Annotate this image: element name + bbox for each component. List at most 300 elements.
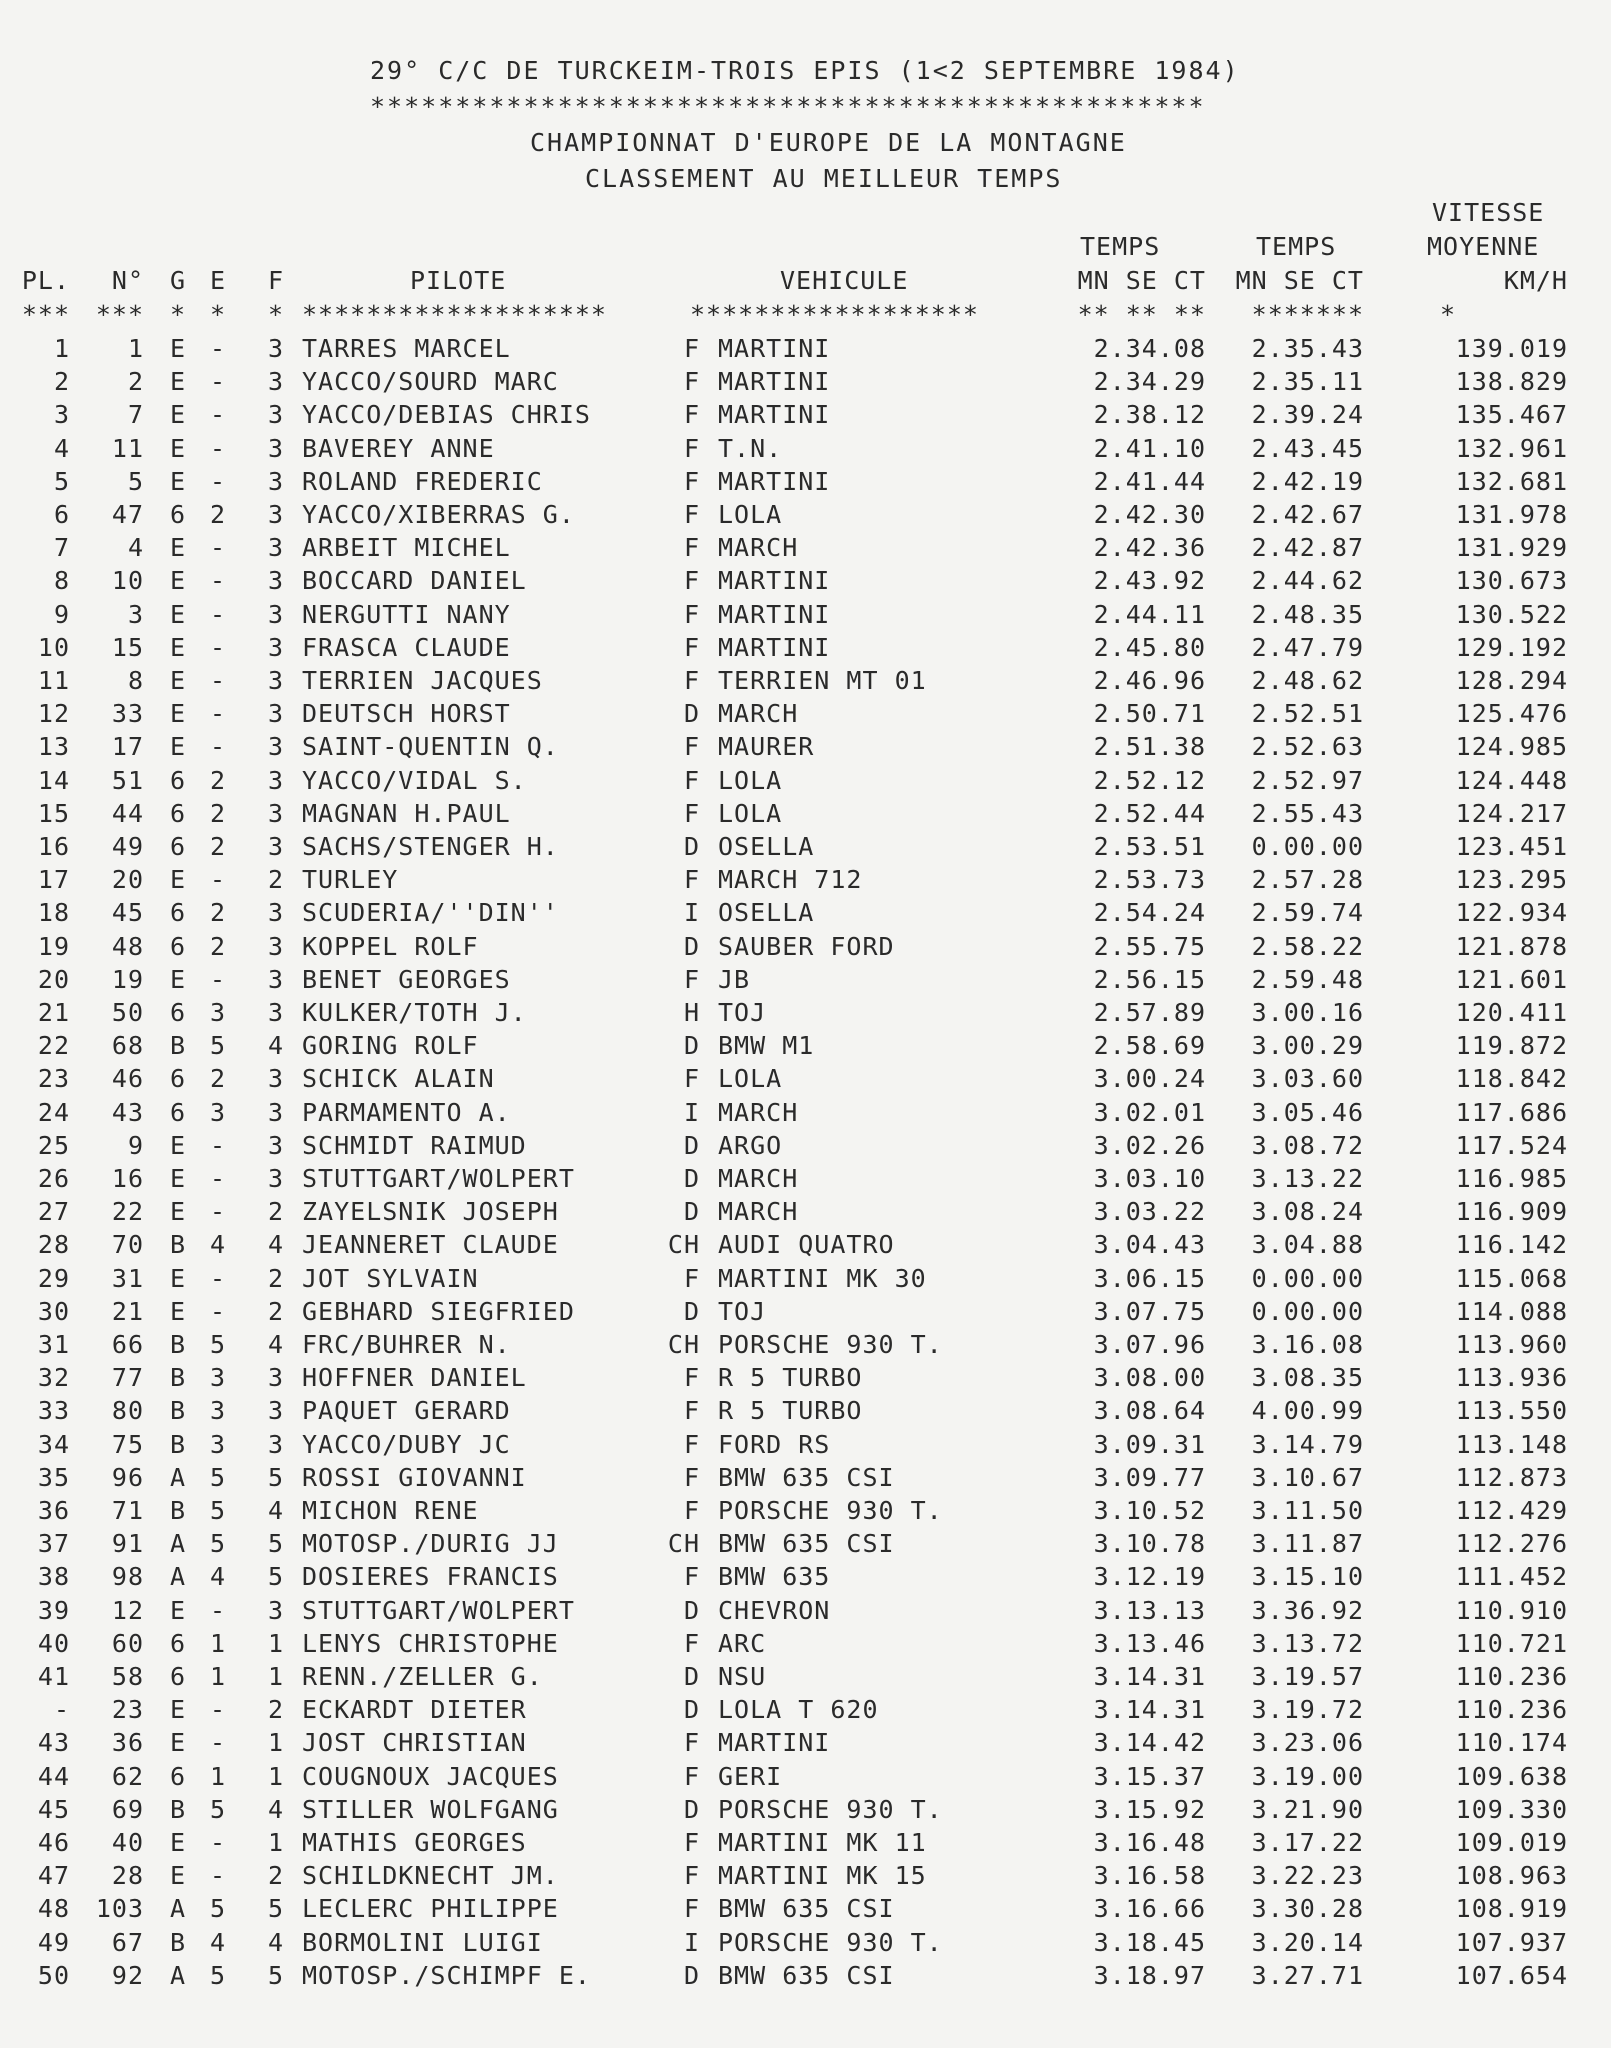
cell-vehicle: MARTINI — [718, 466, 831, 496]
cell-pilot: SCUDERIA/''DIN'' — [302, 898, 559, 928]
cell-average-speed: 129.192 — [1455, 632, 1568, 662]
cell-place: 17 — [37, 865, 70, 895]
cell-average-speed: 132.961 — [1455, 433, 1568, 463]
cell-country: F — [683, 533, 700, 563]
cell-group: B — [170, 1396, 187, 1426]
cell-time-1: 3.03.22 — [1093, 1197, 1206, 1227]
cell-average-speed: 128.294 — [1455, 666, 1568, 695]
cell-country: D — [683, 1794, 700, 1824]
cell-time-1: 3.18.97 — [1093, 1960, 1206, 1990]
cell-group: E — [170, 533, 187, 563]
cell-group: B — [170, 1927, 187, 1957]
cell-group: E — [170, 699, 187, 729]
cell-pilot: GEBHARD SIEGFRIED — [302, 1296, 575, 1326]
cell-vehicle: PORSCHE 930 T. — [718, 1496, 943, 1525]
cell-category: 5 — [268, 1960, 285, 1990]
cell-pilot: MOTOSP./SCHIMPF E. — [302, 1960, 591, 1990]
cell-number: 92 — [111, 1960, 144, 1990]
header-no: N° — [111, 266, 144, 295]
cell-average-speed: 108.963 — [1455, 1861, 1568, 1891]
cell-class: - — [210, 1828, 227, 1857]
cell-number: 60 — [111, 1628, 144, 1658]
cell-category: 4 — [268, 1496, 285, 1525]
cell-vehicle: MARTINI — [718, 367, 831, 397]
cell-place: 30 — [37, 1296, 70, 1326]
cell-group: 6 — [170, 765, 187, 795]
table-row — [0, 1928, 1611, 1961]
cell-time-1: 2.54.24 — [1093, 898, 1206, 928]
cell-place: 29 — [37, 1263, 70, 1293]
cell-vehicle: MARTINI MK 11 — [718, 1828, 927, 1857]
cell-group: E — [170, 1861, 187, 1891]
cell-number: 68 — [111, 1031, 144, 1061]
cell-category: 2 — [268, 1197, 285, 1227]
cell-place: 34 — [37, 1429, 70, 1459]
cell-place: 15 — [37, 798, 70, 828]
cell-number: 51 — [111, 765, 144, 795]
cell-time-2: 2.35.11 — [1251, 367, 1364, 397]
cell-class: 3 — [210, 1396, 227, 1426]
cell-time-1: 3.12.19 — [1093, 1562, 1206, 1592]
cell-category: 3 — [268, 400, 285, 430]
table-row — [0, 965, 1611, 998]
cell-average-speed: 107.937 — [1455, 1927, 1568, 1957]
cell-time-2: 3.11.87 — [1251, 1529, 1364, 1559]
table-row — [0, 1463, 1611, 1496]
classification-subtitle: CLASSEMENT AU MEILLEUR TEMPS — [585, 164, 1063, 193]
cell-category: 1 — [268, 1761, 285, 1791]
cell-pilot: YACCO/VIDAL S. — [302, 765, 527, 795]
cell-number: 21 — [111, 1296, 144, 1326]
cell-number: 69 — [111, 1794, 144, 1824]
cell-time-1: 3.02.01 — [1093, 1097, 1206, 1127]
cell-country: F — [683, 1429, 700, 1459]
cell-class: 1 — [210, 1628, 227, 1658]
cell-class: - — [210, 865, 227, 895]
cell-time-1: 2.42.30 — [1093, 500, 1206, 529]
cell-place: - — [53, 1695, 70, 1725]
cell-pilot: YACCO/SOURD MARC — [302, 367, 559, 397]
cell-number: 75 — [111, 1429, 144, 1459]
stars-g: * — [170, 300, 187, 329]
table-row — [0, 633, 1611, 666]
cell-group: B — [170, 1230, 187, 1260]
cell-pilot: MOTOSP./DURIG JJ — [302, 1529, 559, 1559]
cell-vehicle: MARTINI — [718, 599, 831, 629]
cell-class: - — [210, 1296, 227, 1326]
title-underline-stars: ************************************************* — [370, 92, 1206, 121]
cell-time-1: 3.07.75 — [1093, 1296, 1206, 1326]
cell-country: F — [683, 433, 700, 463]
cell-class: 2 — [210, 898, 227, 928]
cell-category: 1 — [268, 1628, 285, 1658]
cell-time-2: 3.30.28 — [1251, 1894, 1364, 1924]
cell-number: 91 — [111, 1529, 144, 1559]
cell-group: E — [170, 334, 187, 363]
cell-average-speed: 110.236 — [1455, 1695, 1568, 1725]
cell-time-2: 2.47.79 — [1251, 632, 1364, 662]
cell-group: 6 — [170, 500, 187, 529]
cell-country: H — [683, 998, 700, 1027]
header-t2-units: MN SE CT — [1235, 266, 1364, 295]
cell-vehicle: AUDI QUATRO — [718, 1230, 895, 1260]
table-row — [0, 1596, 1611, 1629]
cell-category: 3 — [268, 466, 285, 496]
cell-group: B — [170, 1363, 187, 1393]
cell-number: 8 — [127, 666, 144, 695]
cell-group: E — [170, 400, 187, 430]
cell-time-1: 2.53.51 — [1093, 832, 1206, 861]
cell-vehicle: PORSCHE 930 T. — [718, 1794, 943, 1824]
cell-country: F — [683, 1496, 700, 1525]
cell-average-speed: 124.217 — [1455, 798, 1568, 828]
cell-number: 28 — [111, 1861, 144, 1891]
cell-group: B — [170, 1429, 187, 1459]
table-row — [0, 766, 1611, 799]
cell-place: 25 — [37, 1130, 70, 1160]
cell-group: E — [170, 964, 187, 994]
cell-group: A — [170, 1529, 187, 1559]
cell-group: B — [170, 1794, 187, 1824]
cell-pilot: JEANNERET CLAUDE — [302, 1230, 559, 1260]
cell-time-1: 3.16.48 — [1093, 1828, 1206, 1857]
cell-time-2: 2.52.63 — [1251, 732, 1364, 762]
cell-category: 3 — [268, 666, 285, 695]
header-temps-2: TEMPS — [1256, 232, 1337, 261]
cell-class: - — [210, 666, 227, 695]
cell-average-speed: 123.295 — [1455, 865, 1568, 895]
cell-class: 3 — [210, 1429, 227, 1459]
cell-vehicle: PORSCHE 930 T. — [718, 1330, 943, 1359]
cell-vehicle: MAURER — [718, 732, 815, 762]
table-row — [0, 666, 1611, 699]
cell-country: F — [683, 334, 700, 363]
table-row — [0, 1629, 1611, 1662]
cell-country: F — [683, 1363, 700, 1393]
cell-time-2: 3.20.14 — [1251, 1927, 1364, 1957]
cell-number: 47 — [111, 500, 144, 529]
cell-pilot: DOSIERES FRANCIS — [302, 1562, 559, 1592]
cell-average-speed: 110.721 — [1455, 1628, 1568, 1658]
cell-vehicle: LOLA — [718, 765, 783, 795]
cell-country: F — [683, 1064, 700, 1094]
cell-pilot: FRC/BUHRER N. — [302, 1330, 511, 1359]
table-row — [0, 1562, 1611, 1595]
cell-vehicle: MARCH 712 — [718, 865, 863, 895]
table-row — [0, 434, 1611, 467]
cell-time-2: 3.23.06 — [1251, 1728, 1364, 1758]
cell-group: E — [170, 666, 187, 695]
cell-group: E — [170, 1263, 187, 1293]
cell-time-1: 2.38.12 — [1093, 400, 1206, 430]
cell-class: 5 — [210, 1960, 227, 1990]
cell-vehicle: BMW 635 CSI — [718, 1529, 895, 1559]
cell-place: 7 — [53, 533, 70, 563]
cell-time-1: 2.57.89 — [1093, 998, 1206, 1027]
table-row — [0, 1828, 1611, 1861]
cell-category: 3 — [268, 699, 285, 729]
cell-place: 21 — [37, 998, 70, 1027]
cell-category: 4 — [268, 1927, 285, 1957]
cell-class: - — [210, 1130, 227, 1160]
cell-place: 6 — [53, 500, 70, 529]
cell-average-speed: 130.673 — [1455, 566, 1568, 596]
cell-category: 3 — [268, 1429, 285, 1459]
stars-t1: ** ** ** — [1077, 300, 1206, 329]
cell-time-2: 3.00.16 — [1251, 998, 1364, 1027]
cell-time-2: 3.13.22 — [1251, 1164, 1364, 1193]
cell-country: D — [683, 1595, 700, 1625]
cell-average-speed: 114.088 — [1455, 1296, 1568, 1326]
stars-vehicule: ****************** — [690, 300, 979, 329]
cell-place: 33 — [37, 1396, 70, 1426]
cell-average-speed: 131.978 — [1455, 500, 1568, 529]
cell-time-1: 2.43.92 — [1093, 566, 1206, 596]
cell-class: - — [210, 1861, 227, 1891]
cell-group: E — [170, 1595, 187, 1625]
cell-number: 22 — [111, 1197, 144, 1227]
cell-class: - — [210, 433, 227, 463]
cell-time-1: 2.44.11 — [1093, 599, 1206, 629]
cell-average-speed: 110.910 — [1455, 1595, 1568, 1625]
cell-time-1: 3.09.77 — [1093, 1462, 1206, 1492]
cell-pilot: SCHMIDT RAIMUD — [302, 1130, 527, 1160]
cell-place: 35 — [37, 1462, 70, 1492]
cell-place: 46 — [37, 1828, 70, 1857]
cell-average-speed: 119.872 — [1455, 1031, 1568, 1061]
cell-number: 3 — [127, 599, 144, 629]
cell-number: 46 — [111, 1064, 144, 1094]
cell-group: E — [170, 1828, 187, 1857]
cell-category: 3 — [268, 1130, 285, 1160]
cell-average-speed: 124.985 — [1455, 732, 1568, 762]
cell-time-2: 2.48.35 — [1251, 599, 1364, 629]
cell-category: 3 — [268, 533, 285, 563]
cell-class: 1 — [210, 1761, 227, 1791]
cell-pilot: BOCCARD DANIEL — [302, 566, 527, 596]
cell-vehicle: OSELLA — [718, 898, 815, 928]
table-row — [0, 1695, 1611, 1728]
cell-number: 15 — [111, 632, 144, 662]
cell-time-1: 3.14.31 — [1093, 1695, 1206, 1725]
cell-place: 11 — [37, 666, 70, 695]
cell-number: 50 — [111, 998, 144, 1027]
cell-place: 1 — [53, 334, 70, 363]
cell-time-1: 3.02.26 — [1093, 1130, 1206, 1160]
cell-vehicle: TOJ — [718, 998, 767, 1027]
cell-average-speed: 118.842 — [1455, 1064, 1568, 1094]
cell-vehicle: ARGO — [718, 1130, 783, 1160]
header-pl: PL. — [21, 266, 70, 295]
cell-pilot: ECKARDT DIETER — [302, 1695, 527, 1725]
cell-time-1: 3.10.52 — [1093, 1496, 1206, 1525]
cell-country: F — [683, 1761, 700, 1791]
cell-country: F — [683, 1894, 700, 1924]
cell-time-2: 2.59.48 — [1251, 964, 1364, 994]
cell-time-2: 2.57.28 — [1251, 865, 1364, 895]
cell-vehicle: BMW 635 CSI — [718, 1462, 895, 1492]
cell-class: - — [210, 533, 227, 563]
cell-place: 4 — [53, 433, 70, 463]
cell-average-speed: 130.522 — [1455, 599, 1568, 629]
cell-time-2: 3.16.08 — [1251, 1330, 1364, 1359]
cell-class: - — [210, 1164, 227, 1193]
cell-category: 3 — [268, 931, 285, 961]
cell-place: 23 — [37, 1064, 70, 1094]
cell-class: 2 — [210, 798, 227, 828]
cell-vehicle: GERI — [718, 1761, 783, 1791]
cell-place: 37 — [37, 1529, 70, 1559]
cell-vehicle: PORSCHE 930 T. — [718, 1927, 943, 1957]
cell-category: 3 — [268, 765, 285, 795]
cell-time-1: 2.58.69 — [1093, 1031, 1206, 1061]
table-row — [0, 1430, 1611, 1463]
cell-time-2: 3.10.67 — [1251, 1462, 1364, 1492]
cell-number: 45 — [111, 898, 144, 928]
cell-time-2: 3.13.72 — [1251, 1628, 1364, 1658]
cell-group: B — [170, 1496, 187, 1525]
cell-time-2: 4.00.99 — [1251, 1396, 1364, 1426]
cell-category: 3 — [268, 1396, 285, 1426]
cell-place: 44 — [37, 1761, 70, 1791]
cell-country: D — [683, 1695, 700, 1725]
cell-place: 41 — [37, 1662, 70, 1691]
cell-country: D — [683, 1164, 700, 1193]
cell-country: D — [683, 931, 700, 961]
cell-category: 3 — [268, 1097, 285, 1127]
cell-class: - — [210, 566, 227, 596]
cell-vehicle: MARTINI MK 15 — [718, 1861, 927, 1891]
cell-time-1: 3.13.13 — [1093, 1595, 1206, 1625]
stars-e: * — [210, 300, 227, 329]
cell-vehicle: R 5 TURBO — [718, 1363, 863, 1393]
cell-group: 6 — [170, 1628, 187, 1658]
cell-place: 31 — [37, 1330, 70, 1359]
cell-country: F — [683, 732, 700, 762]
header-moyenne: MOYENNE — [1427, 232, 1540, 261]
cell-class: 2 — [210, 765, 227, 795]
cell-place: 3 — [53, 400, 70, 430]
cell-vehicle: MARCH — [718, 699, 799, 729]
cell-time-1: 3.08.64 — [1093, 1396, 1206, 1426]
table-row — [0, 1230, 1611, 1263]
table-row — [0, 1098, 1611, 1131]
cell-average-speed: 113.936 — [1455, 1363, 1568, 1393]
cell-time-1: 2.52.12 — [1093, 765, 1206, 795]
cell-pilot: YACCO/XIBERRAS G. — [302, 500, 575, 529]
table-row — [0, 1894, 1611, 1927]
cell-time-1: 3.03.10 — [1093, 1164, 1206, 1193]
cell-pilot: COUGNOUX JACQUES — [302, 1761, 559, 1791]
cell-country: F — [683, 865, 700, 895]
table-row — [0, 1961, 1611, 1994]
cell-category: 3 — [268, 964, 285, 994]
header-vehicule: VEHICULE — [780, 266, 909, 295]
cell-category: 3 — [268, 367, 285, 397]
table-row — [0, 1197, 1611, 1230]
cell-pilot: BENET GEORGES — [302, 964, 511, 994]
cell-average-speed: 113.960 — [1455, 1330, 1568, 1359]
cell-country: F — [683, 1396, 700, 1426]
cell-average-speed: 131.929 — [1455, 533, 1568, 563]
column-header-row — [0, 266, 1611, 299]
cell-group: E — [170, 466, 187, 496]
cell-category: 3 — [268, 898, 285, 928]
cell-number: 20 — [111, 865, 144, 895]
cell-average-speed: 123.451 — [1455, 832, 1568, 861]
cell-pilot: NERGUTTI NANY — [302, 599, 511, 629]
cell-time-2: 2.58.22 — [1251, 931, 1364, 961]
cell-category: 3 — [268, 1363, 285, 1393]
cell-number: 48 — [111, 931, 144, 961]
header-pilote: PILOTE — [410, 266, 507, 295]
cell-category: 2 — [268, 1861, 285, 1891]
cell-average-speed: 135.467 — [1455, 400, 1568, 430]
cell-average-speed: 108.919 — [1455, 1894, 1568, 1924]
cell-average-speed: 117.524 — [1455, 1130, 1568, 1160]
cell-pilot: DEUTSCH HORST — [302, 699, 511, 729]
header-stars-row — [0, 300, 1611, 333]
cell-pilot: STUTTGART/WOLPERT — [302, 1164, 575, 1193]
cell-pilot: MICHON RENE — [302, 1496, 479, 1525]
cell-pilot: YACCO/DUBY JC — [302, 1429, 511, 1459]
cell-vehicle: BMW 635 CSI — [718, 1960, 895, 1990]
cell-time-1: 2.34.08 — [1093, 334, 1206, 363]
cell-category: 3 — [268, 1064, 285, 1094]
cell-group: 6 — [170, 931, 187, 961]
cell-number: 66 — [111, 1330, 144, 1359]
cell-country: D — [683, 699, 700, 729]
cell-class: 4 — [210, 1230, 227, 1260]
cell-pilot: MATHIS GEORGES — [302, 1828, 527, 1857]
cell-average-speed: 116.985 — [1455, 1164, 1568, 1193]
cell-category: 5 — [268, 1529, 285, 1559]
cell-number: 80 — [111, 1396, 144, 1426]
cell-pilot: STILLER WOLFGANG — [302, 1794, 559, 1824]
stars-f: * — [268, 300, 285, 329]
cell-class: - — [210, 1595, 227, 1625]
cell-time-2: 2.48.62 — [1251, 666, 1364, 695]
stars-pl: *** — [21, 300, 70, 329]
cell-country: F — [683, 599, 700, 629]
cell-group: E — [170, 732, 187, 762]
table-row — [0, 1662, 1611, 1695]
cell-pilot: PAQUET GERARD — [302, 1396, 511, 1426]
cell-country: F — [683, 566, 700, 596]
cell-place: 40 — [37, 1628, 70, 1658]
cell-number: 77 — [111, 1363, 144, 1393]
cell-average-speed: 112.873 — [1455, 1462, 1568, 1492]
cell-category: 2 — [268, 1296, 285, 1326]
cell-time-1: 3.04.43 — [1093, 1230, 1206, 1260]
cell-number: 33 — [111, 699, 144, 729]
cell-average-speed: 115.068 — [1455, 1263, 1568, 1293]
cell-time-2: 2.59.74 — [1251, 898, 1364, 928]
cell-country: F — [683, 1462, 700, 1492]
cell-time-1: 3.08.00 — [1093, 1363, 1206, 1393]
cell-class: - — [210, 699, 227, 729]
cell-time-2: 3.21.90 — [1251, 1794, 1364, 1824]
cell-average-speed: 132.681 — [1455, 466, 1568, 496]
cell-time-2: 3.15.10 — [1251, 1562, 1364, 1592]
page-title: 29° C/C DE TURCKEIM-TROIS EPIS (1<2 SEPTEMBRE 1984) — [370, 56, 1240, 85]
cell-average-speed: 109.638 — [1455, 1761, 1568, 1791]
table-row — [0, 467, 1611, 500]
cell-number: 71 — [111, 1496, 144, 1525]
cell-time-1: 2.50.71 — [1093, 699, 1206, 729]
cell-time-1: 3.15.37 — [1093, 1761, 1206, 1791]
cell-pilot: RENN./ZELLER G. — [302, 1662, 543, 1691]
